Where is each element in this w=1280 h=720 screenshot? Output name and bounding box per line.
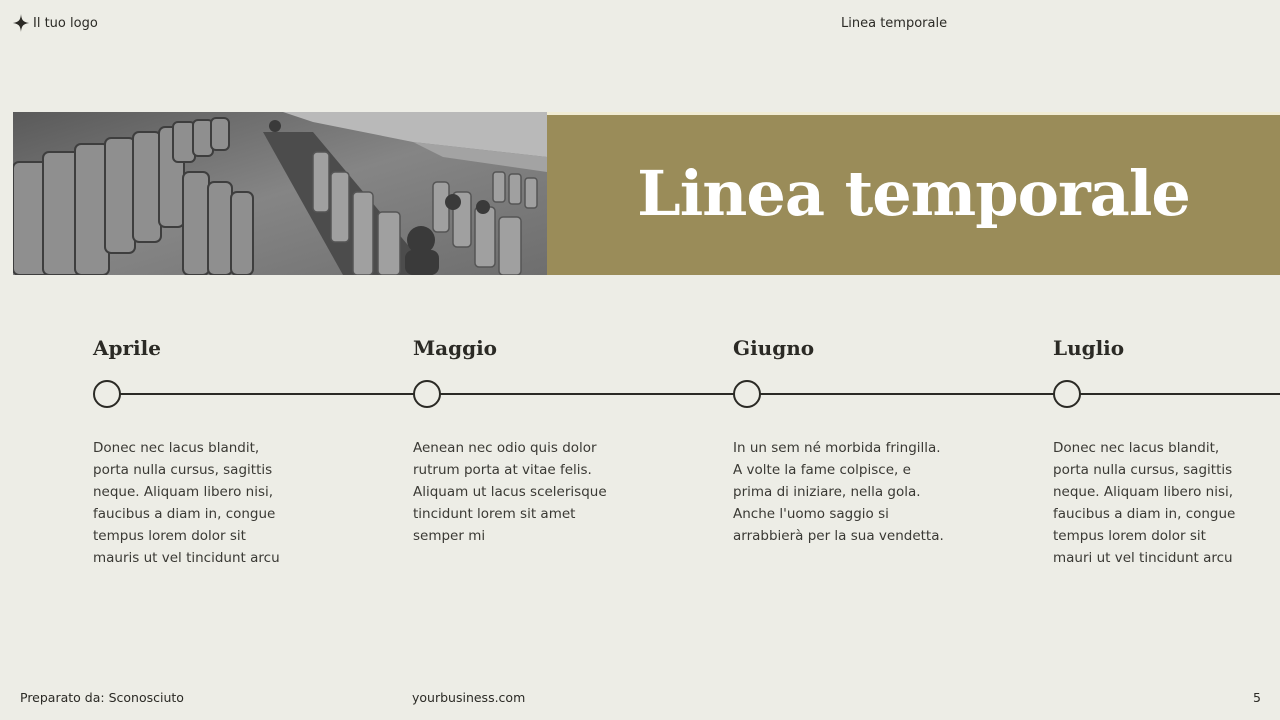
timeline-marker-july — [1053, 380, 1081, 408]
description-line: porta nulla cursus, sagittis — [93, 462, 273, 478]
description-line: arrabbierà per la sua vendetta. — [733, 528, 944, 544]
description-line: In un sem né morbida fringilla. — [733, 440, 941, 456]
logo-text: Il tuo logo — [33, 15, 98, 31]
description-line: rutrum porta at vitae felis. — [413, 462, 592, 478]
page-number: 5 — [1253, 690, 1261, 705]
footer-prepared-by: Preparato da: Sconosciuto — [20, 690, 184, 705]
month-label-may: Maggio — [413, 336, 498, 360]
description-april — [93, 437, 298, 569]
description-line: prima di iniziare, nella gola. — [733, 484, 921, 500]
description-line: Donec nec lacus blandit, — [1053, 440, 1220, 456]
month-label-june: Giugno — [733, 336, 815, 360]
footer-website: yourbusiness.com — [412, 690, 526, 705]
description-line: mauri ut vel tincidunt arcu — [1053, 550, 1233, 566]
logo — [13, 14, 98, 32]
description-line: neque. Aliquam libero nisi, — [93, 484, 274, 500]
description-line: Aenean nec odio quis dolor — [413, 440, 597, 456]
description-july — [1053, 437, 1258, 569]
timeline-marker-june — [733, 380, 761, 408]
auditorium-photo — [13, 112, 547, 275]
description-line: tincidunt lorem sit amet — [413, 506, 576, 522]
description-line: semper mi — [413, 528, 486, 544]
description-line: Donec nec lacus blandit, — [93, 440, 260, 456]
timeline-line — [120, 393, 1280, 395]
page-title: Linea temporale — [637, 156, 1190, 230]
timeline-marker-may — [413, 380, 441, 408]
description-line: faucibus a diam in, congue — [1053, 506, 1236, 522]
description-line: mauris ut vel tincidunt arcu — [93, 550, 280, 566]
description-line: Aliquam ut lacus scelerisque — [413, 484, 607, 500]
title-panel — [547, 112, 1280, 275]
description-line: porta nulla cursus, sagittis — [1053, 462, 1233, 478]
banner — [13, 112, 1280, 275]
sparkle-icon — [13, 14, 29, 32]
description-line: tempus lorem dolor sit — [93, 528, 246, 544]
description-line: faucibus a diam in, congue — [93, 506, 276, 522]
month-label-july: Luglio — [1053, 336, 1125, 360]
description-line: A volte la fame colpisce, e — [733, 462, 911, 478]
description-line: tempus lorem dolor sit — [1053, 528, 1206, 544]
description-line: neque. Aliquam libero nisi, — [1053, 484, 1234, 500]
month-label-april: Aprile — [93, 336, 161, 360]
description-may — [413, 437, 618, 547]
description-june — [733, 437, 948, 547]
header-title: Linea temporale — [841, 16, 948, 31]
description-line: Anche l'uomo saggio si — [733, 506, 889, 522]
timeline-marker-april — [93, 380, 121, 408]
